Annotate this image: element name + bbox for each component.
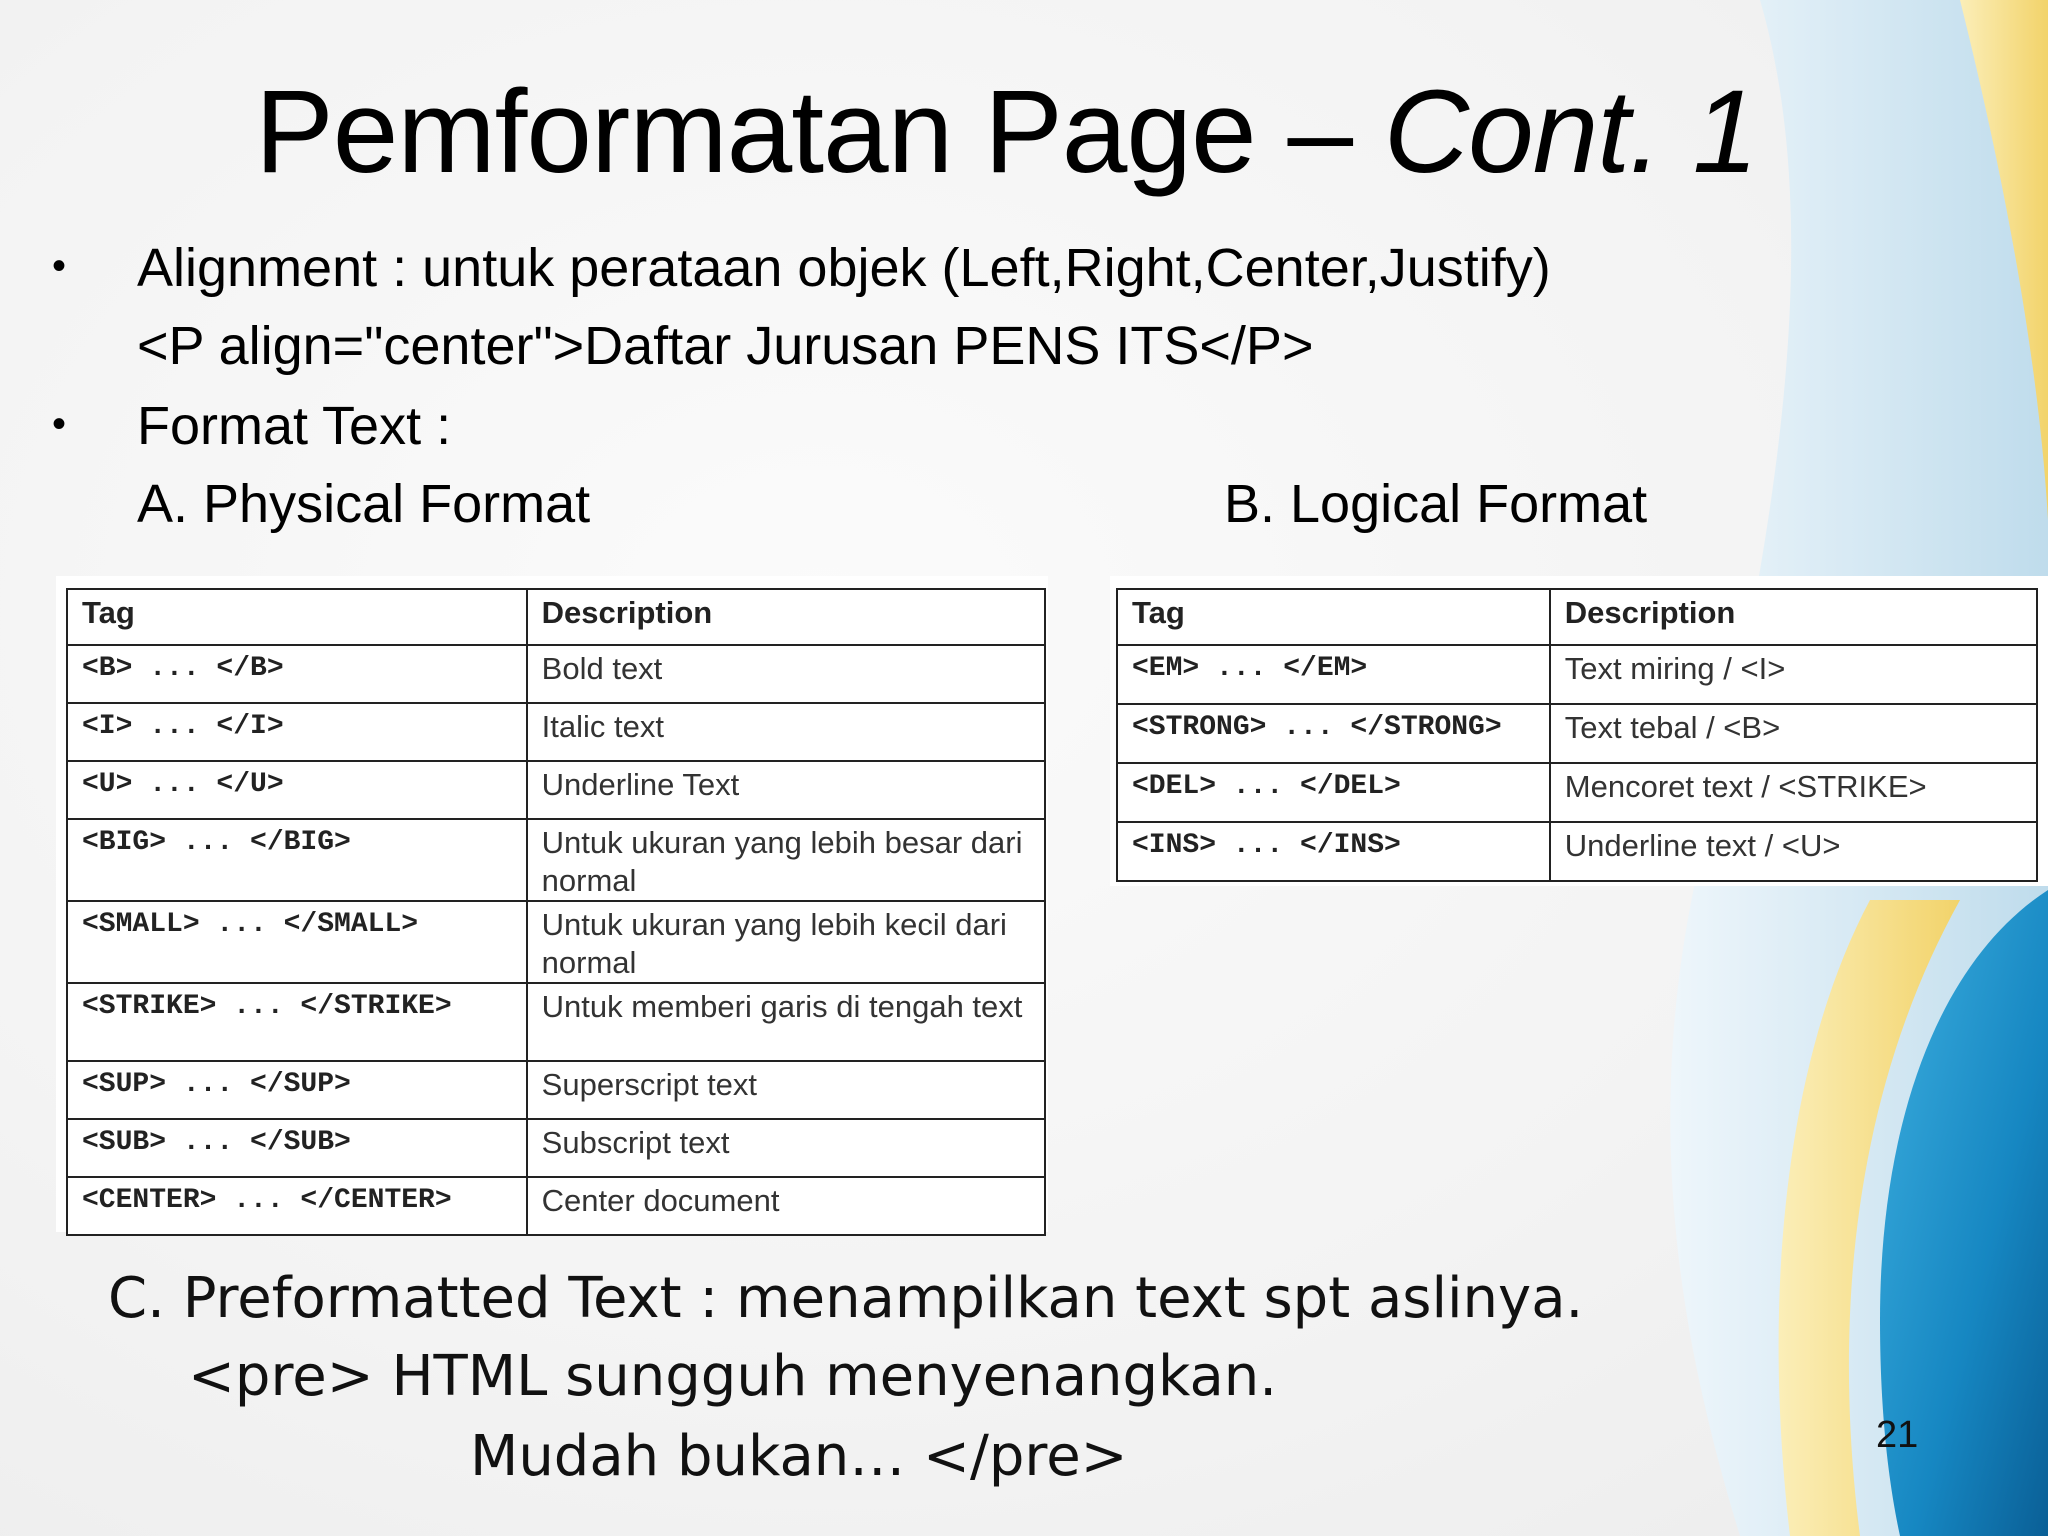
tag-cell: <STRIKE> ... </STRIKE> <box>67 983 527 1061</box>
table-row <box>67 1177 1045 1235</box>
description-cell: Untuk ukuran yang lebih kecil dari normal <box>527 901 1045 983</box>
tag-cell: <U> ... </U> <box>67 761 527 819</box>
table-row <box>67 983 1045 1061</box>
table-row <box>1117 704 2037 763</box>
description-cell: Bold text <box>527 645 1045 703</box>
table-row <box>67 1119 1045 1177</box>
description-cell: Center document <box>527 1177 1045 1235</box>
description-cell: Subscript text <box>527 1119 1045 1177</box>
description-cell: Untuk memberi garis di tengah text <box>527 983 1045 1061</box>
tag-cell: <DEL> ... </DEL> <box>1117 763 1550 822</box>
title-main: Pemformatan Page – <box>255 66 1384 198</box>
bullet-1-line-2: <P align="center">Daftar Jurusan PENS ITS</P> <box>137 316 1314 376</box>
table-row <box>67 761 1045 819</box>
table-row <box>1117 763 2037 822</box>
description-cell: Untuk ukuran yang lebih besar dari normal <box>527 819 1045 901</box>
logical-format-table <box>1116 588 2038 882</box>
description-cell: Text miring / <I> <box>1550 645 2037 704</box>
physical-format-heading: A. Physical Format <box>137 474 591 534</box>
description-cell: Italic text <box>527 703 1045 761</box>
preformatted-line-2: <pre> HTML sungguh menyenangkan. <box>188 1344 1278 1409</box>
tag-cell: <BIG> ... </BIG> <box>67 819 527 901</box>
physical-format-table <box>66 588 1046 1236</box>
table-row <box>1117 645 2037 704</box>
slide-title <box>255 62 1758 202</box>
table-row <box>1117 822 2037 881</box>
page-number: 21 <box>1876 1414 1919 1456</box>
description-cell: Superscript text <box>527 1061 1045 1119</box>
preformatted-line-3: Mudah bukan… </pre> <box>470 1424 1128 1489</box>
title-italic: Cont. 1 <box>1383 66 1758 198</box>
tag-cell: <SUP> ... </SUP> <box>67 1061 527 1119</box>
tag-cell: <B> ... </B> <box>67 645 527 703</box>
tag-cell: <EM> ... </EM> <box>1117 645 1550 704</box>
table-row <box>67 703 1045 761</box>
table-row <box>67 901 1045 983</box>
logical-format-heading: B. Logical Format <box>1224 474 1648 534</box>
table-row <box>67 1061 1045 1119</box>
tag-cell: <CENTER> ... </CENTER> <box>67 1177 527 1235</box>
description-cell: Mencoret text / <STRIKE> <box>1550 763 2037 822</box>
description-cell: Underline text / <U> <box>1550 822 2037 881</box>
logical-header-description: Description <box>1550 589 2037 645</box>
tag-cell: <SMALL> ... </SMALL> <box>67 901 527 983</box>
bullet-1-line-1: Alignment : untuk perataan objek (Left,Right,Center,Justify) <box>137 238 1551 298</box>
preformatted-line-1: C. Preformatted Text : menampilkan text spt aslinya. <box>108 1266 1584 1331</box>
bullet-dot: • <box>52 244 67 288</box>
description-cell: Text tebal / <B> <box>1550 704 2037 763</box>
table-row <box>67 645 1045 703</box>
tag-cell: <INS> ... </INS> <box>1117 822 1550 881</box>
table-row <box>67 819 1045 901</box>
bullet-dot: • <box>52 402 67 446</box>
tag-cell: <SUB> ... </SUB> <box>67 1119 527 1177</box>
tag-cell: <I> ... </I> <box>67 703 527 761</box>
logical-header-tag: Tag <box>1117 589 1550 645</box>
description-cell: Underline Text <box>527 761 1045 819</box>
tag-cell: <STRONG> ... </STRONG> <box>1117 704 1550 763</box>
bullet-2-line-1: Format Text : <box>137 396 452 456</box>
physical-header-description: Description <box>527 589 1045 645</box>
physical-header-tag: Tag <box>67 589 527 645</box>
